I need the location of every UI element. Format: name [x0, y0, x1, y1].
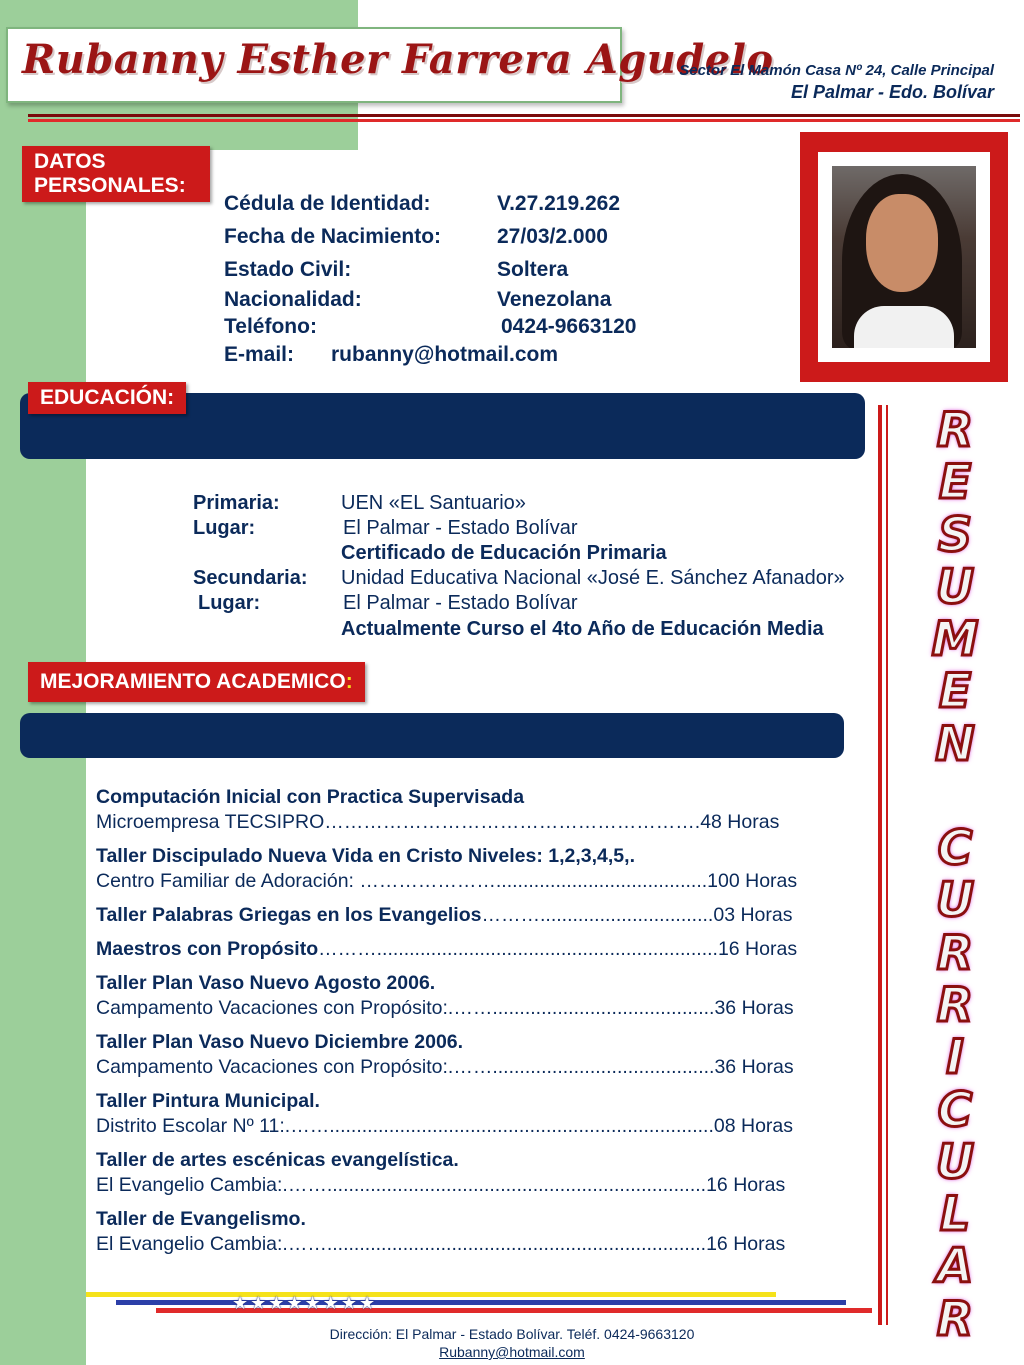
course-line-6: Campamento Vacaciones con Propósito:.…….........................................36 Horas [96, 1056, 794, 1078]
side-letter: L [940, 1187, 970, 1243]
secundaria-value: Unidad Educativa Nacional «José E. Sánchez Afanador» [341, 567, 845, 589]
course-title-3 [96, 904, 792, 927]
section-label-personal [22, 146, 210, 202]
side-rule-thin [886, 405, 888, 1325]
label-estado-civil: Estado Civil: [224, 258, 352, 281]
side-letter: N [935, 716, 975, 772]
lugar1-value: El Palmar - Estado Bolívar [343, 517, 578, 539]
section-label-academic-text: MEJORAMIENTO ACADEMICO [40, 670, 346, 693]
side-rule-thick [878, 405, 882, 1325]
candidate-name: Rubanny Esther Farrera Agudelo [22, 36, 774, 83]
side-letter: U [935, 559, 975, 615]
course-title-1: Computación Inicial con Practica Supervisada [96, 786, 525, 808]
value-email: rubanny@hotmail.com [331, 343, 559, 366]
label-fecha: Fecha de Nacimiento: [224, 225, 442, 248]
side-letter: R [936, 925, 974, 981]
lugar2-label: Lugar: [198, 592, 261, 614]
course-title-4-text: Maestros con Propósito [96, 938, 319, 960]
header-rule-red [28, 119, 1020, 122]
value-nacionalidad: Venezolana [497, 288, 612, 311]
current-studies: Actualmente Curso el 4to Año de Educación Media [341, 618, 824, 640]
side-letter: S [938, 507, 972, 563]
address-line-1: Sector El Mamón Casa Nº 24, Calle Principal [679, 62, 994, 79]
section-label-academic-colon: : [345, 670, 353, 693]
course-line-2: Centro Familiar de Adoración: ………………….......................................100 Horas [96, 870, 798, 892]
primaria-label: Primaria: [193, 492, 280, 514]
primaria-value: UEN «EL Santuario» [341, 492, 526, 514]
course-title-9: Taller de Evangelismo. [96, 1208, 306, 1230]
side-letter: I [946, 1030, 964, 1086]
academic-bar [20, 713, 844, 758]
course-line-9: El Evangelio Cambia:.……......................................................................16 Horas [96, 1233, 786, 1255]
label-nacionalidad: Nacionalidad: [224, 288, 362, 311]
side-title-resumen-curricular [900, 405, 1010, 1346]
side-letter: U [935, 873, 975, 929]
side-letter: E [938, 664, 972, 720]
section-label-academic [28, 662, 365, 702]
section-label-personal-line1: DATOS [34, 150, 106, 173]
side-letter: R [936, 1291, 974, 1347]
side-letter: R [936, 977, 974, 1033]
label-telefono: Teléfono: [224, 315, 317, 338]
section-label-education: EDUCACIÓN: [28, 382, 186, 414]
address-line-2: El Palmar - Edo. Bolívar [790, 82, 994, 102]
header-rule-dark [28, 114, 1020, 117]
lugar2-value: El Palmar - Estado Bolívar [343, 592, 578, 614]
value-cedula: V.27.219.262 [497, 192, 621, 215]
lugar1-label: Lugar: [193, 517, 256, 539]
value-fecha: 27/03/2.000 [497, 225, 608, 248]
course-title-3-text: Taller Palabras Griegas en los Evangelios [96, 904, 482, 926]
course-title-2: Taller Discipulado Nueva Vida en Cristo Niveles: 1,2,3,4,5,. [96, 845, 635, 867]
section-label-personal-line2: PERSONALES: [34, 174, 186, 197]
label-cedula: Cédula de Identidad: [224, 192, 431, 215]
photo-shirt [854, 306, 954, 348]
course-title-4 [96, 938, 797, 961]
photo-face [866, 194, 938, 292]
course-title-5: Taller Plan Vaso Nuevo Agosto 2006. [96, 972, 436, 994]
label-email: E-mail: [224, 343, 295, 366]
course-title-8: Taller de artes escénicas evangelística. [96, 1149, 459, 1171]
primaria-cert: Certificado de Educación Primaria [341, 542, 667, 564]
course-line-5: Campamento Vacaciones con Propósito:.…….........................................36 Horas [96, 997, 794, 1019]
footer-email-link[interactable]: Rubanny@hotmail.com [439, 1344, 585, 1360]
side-letter: A [936, 1239, 974, 1295]
footer-stars-icon: ★★★★★★★★ [232, 1293, 378, 1313]
side-letter: E [938, 455, 972, 511]
course-title-3-hours: ………................................03 Horas [481, 904, 793, 926]
side-letter: M [931, 612, 979, 668]
course-title-4-hours: ………...............................................................16 Horas [318, 938, 798, 960]
value-telefono: 0424-9663120 [501, 315, 637, 338]
value-estado-civil: Soltera [497, 258, 569, 281]
course-title-6: Taller Plan Vaso Nuevo Diciembre 2006. [96, 1031, 464, 1053]
course-line-1: Microempresa TECSIPRO………………………………………………….48 Horas [96, 811, 780, 833]
course-title-7: Taller Pintura Municipal. [96, 1090, 320, 1112]
side-letter: C [937, 821, 973, 877]
footer-stripe-yellow [86, 1292, 776, 1297]
course-line-7: Distrito Escolar Nº 11:.…….......................................................................08 Horas [96, 1115, 794, 1137]
profile-photo [832, 166, 976, 348]
side-letter: C [937, 1082, 973, 1138]
footer-address: Dirección: El Palmar - Estado Bolívar. Teléf. 0424-9663120 [329, 1326, 695, 1342]
course-line-8: El Evangelio Cambia:.……......................................................................16 Horas [96, 1174, 786, 1196]
side-letter: R [936, 403, 974, 458]
side-letter: U [935, 1134, 975, 1190]
secundaria-label: Secundaria: [193, 567, 308, 589]
side-title-gap [900, 771, 1010, 823]
footer-stripe-blue [116, 1300, 846, 1305]
